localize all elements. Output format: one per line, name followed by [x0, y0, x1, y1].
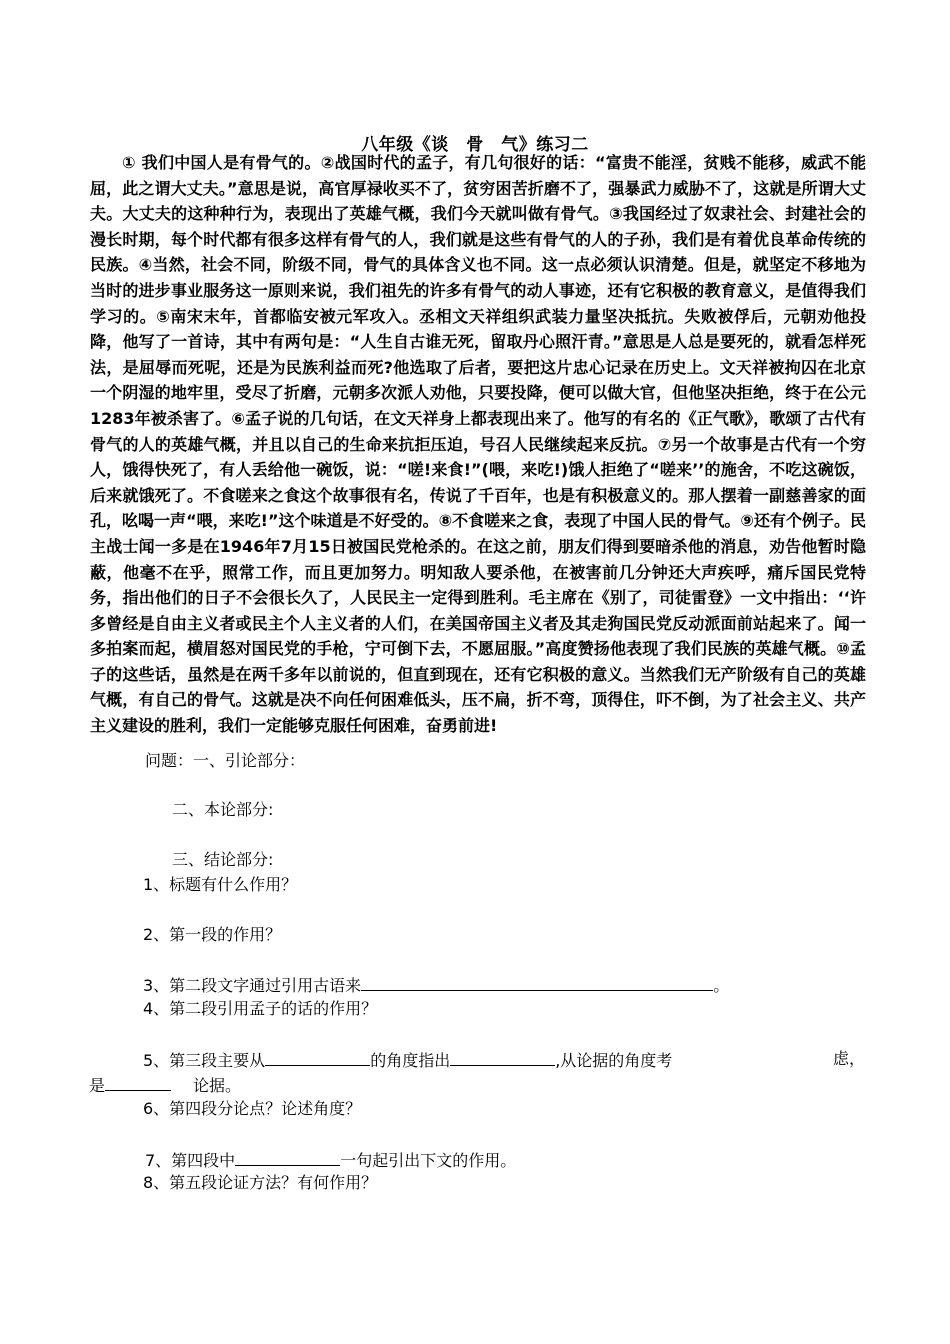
question-conclusion-part: 三、结论部分: — [172, 850, 274, 869]
question-5-part-f: 论据。 — [193, 1076, 242, 1095]
question-3-end: 。 — [713, 976, 730, 995]
question-3-blank[interactable] — [361, 974, 713, 991]
question-3 — [143, 974, 729, 996]
question-5-part-c: ,从论据的角度考 — [555, 1051, 673, 1070]
question-5-part-b: 的角度指出 — [370, 1051, 451, 1070]
worksheet-title: 八年级《谈 骨 气》练习二 — [361, 135, 589, 155]
question-7-part-b: 一句起引出下文的作用。 — [340, 1151, 517, 1170]
question-2: 2、第一段的作用？ — [143, 925, 282, 944]
question-5-part-a: 5、第三段主要从 — [143, 1051, 266, 1070]
question-5 — [143, 1049, 672, 1071]
question-body-part: 二、本论部分: — [172, 800, 274, 819]
question-5-part-d: 虑， — [833, 1049, 866, 1068]
question-6: 6、第四段分论点？论述角度？ — [143, 1099, 362, 1118]
question-intro: 问题：一、引论部分： — [145, 751, 306, 770]
question-7-part-a: 7、第四段中 — [145, 1151, 236, 1170]
question-5-part-e: 是 — [89, 1076, 106, 1095]
question-1: 1、标题有什么作用？ — [143, 875, 298, 894]
question-5-blank-3[interactable] — [105, 1074, 171, 1091]
question-3-text: 3、第二段文字通过引用古语来 — [143, 976, 362, 995]
question-5-blank-1[interactable] — [265, 1049, 370, 1066]
question-5-blank-2[interactable] — [450, 1049, 555, 1066]
question-7-blank[interactable] — [235, 1149, 340, 1166]
essay-text: ① 我们中国人是有骨气的。②战国时代的孟子，有几句很好的话：“富贵不能淫，贫贱不能移，威武不能屈，此之谓大丈夫。”意思是说，高官厚禄收买不了，贫穷困苦折磨不了，强暴武力威胁不了，这就是所谓大丈夫。大丈夫的这种种行为，表现出了英雄气概，我们今天就叫做有骨气。③我国经过了奴隶社会、封建社会的漫长时期，每个时代都有很多这样有骨气的人，我们就是这些有骨气的人的子孙，我们是有着优良革命传统的民族。④当然，社会不同，阶级不同，骨气的具体含义也不同。这一点必须认识清楚。但是，就坚定不移地为当时的进步事业服务这一原则来说，我们祖先的许多有骨气的动人事迹，还有它积极的教育意义，是值得我们学习的。⑤南宋末年，首都临安被元军攻入。丞相文天祥组织武装力量坚决抵抗。失败被俘后，元朝劝他投降，他写了一首诗，其中有两句是：“人生自古谁无死，留取丹心照汗青。”意思是人总是要死的，就看怎样死法，是屈辱而死呢，还是为民族利益而死?他选取了后者，要把这片忠心记录在历史上。文天祥被拘囚在北京一个阴湿的地牢里，受尽了折磨，元朝多次派人劝他，只要投降，便可以做大官，但他坚决拒绝，终于在公元1283年被杀害了。⑥孟子说的几句话，在文天祥身上都表现出来了。他写的有名的《正气歌》，歌颂了古代有骨气的人的英雄气概，并且以自己的生命来抗拒压迫，号召人民继续起来反抗。⑦另一个故事是古代有一个穷人，饿得快死了，有人丢给他一碗饭，说：“嗟!来食!”(喂，来吃!)饿人拒绝了“嗟来’’的施舍，不吃这碗饭，后来就饿死了。不食嗟来之食这个故事很有名，传说了千百年，也是有积极意义的。那人摆着一副慈善家的面孔，吆喝一声“喂，来吃!”这个味道是不好受的。⑧不食嗟来之食，表现了中国人民的骨气。⑨还有个例子。民主战士闻一多是在1946年7月15日被国民党枪杀的。在这之前，朋友们得到要暗杀他的消息，劝告他暂时隐蔽，他毫不在乎，照常工作，而且更加努力。明知敌人要杀他，在被害前几分钟还大声疾呼，痛斥国民党特务，指出他们的日子不会很长久了，人民民主一定得到胜利。毛主席在《别了，司徒雷登》一文中指出：‘‘许多曾经是自由主义者或民主个人主义者的人们，在美国帝国主义者及其走狗国民党反动派面前站起来了。闻一多拍案而起，横眉怒对国民党的手枪，宁可倒下去，不愿屈服。”高度赞扬他表现了我们民族的英雄气概。⑩孟子的这些话，虽然是在两千多年以前说的，但直到现在，还有它积极的意义。当然我们无产阶级有自己的英雄气概，有自己的骨气。这就是决不向任何困难低头，压不扁，折不弯，顶得住，吓不倒，为了社会主义、共产主义建设的胜利，我们一定能够克服任何困难，奋勇前进! — [90, 153, 866, 736]
question-7 — [145, 1149, 516, 1171]
question-4: 4、第二段引用孟子的话的作用？ — [143, 999, 378, 1018]
question-8: 8、第五段论证方法？有何作用？ — [143, 1173, 378, 1192]
question-5-line-2 — [89, 1074, 241, 1096]
